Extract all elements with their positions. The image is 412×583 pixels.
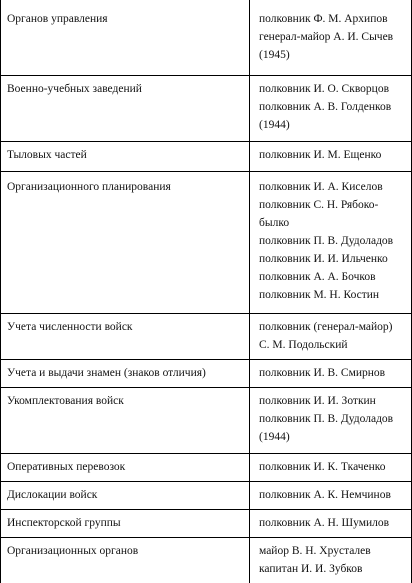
people-cell	[259, 178, 407, 304]
table-row	[1, 538, 411, 583]
people-cell	[259, 542, 407, 578]
person-line: полковник М. Н. Костин	[259, 289, 380, 301]
person-line: (1945)	[259, 49, 290, 61]
person-line: полковник И. К. Ткаченко	[259, 461, 386, 473]
person-line: полковник И. О. Скворцов	[259, 83, 389, 95]
person-line: полковник А. Н. Шумилов	[259, 517, 390, 529]
department-cell: Органов управления	[7, 13, 108, 25]
table-row	[1, 454, 411, 482]
department-cell: Организационного планирования	[7, 181, 171, 193]
department-cell: Организационных органов	[7, 545, 139, 557]
people-cell	[259, 392, 407, 446]
department-cell: Укомплектования войск	[7, 395, 124, 407]
person-line: полковник И. В. Смирнов	[259, 367, 386, 379]
department-cell: Тыловых частей	[7, 149, 87, 161]
table-row	[1, 0, 411, 76]
people-cell	[259, 486, 407, 504]
person-line: генерал-майор А. И. Сычев	[259, 31, 394, 43]
department-cell: Оперативных перевозок	[7, 461, 126, 473]
person-line: полковник П. В. Дудоладов	[259, 413, 394, 425]
people-cell	[259, 10, 407, 64]
people-cell	[259, 364, 407, 382]
person-line: полковник П. В. Дудоладов	[259, 235, 394, 247]
person-line: полковник А. В. Голденков	[259, 101, 392, 113]
person-line: полковник И. А. Киселов	[259, 181, 383, 193]
person-line: (1944)	[259, 119, 290, 131]
person-line: капитан И. И. Зубков	[259, 563, 363, 575]
people-cell	[259, 458, 407, 476]
table-row	[1, 172, 411, 314]
department-cell: Учета численности войск	[7, 321, 133, 333]
person-line: полковник И. М. Ещенко	[259, 149, 382, 161]
person-line: полковник С. Н. Рябоко-	[259, 199, 379, 211]
department-cell: Учета и выдачи знамен (знаков отличия)	[7, 367, 206, 379]
table-row	[1, 314, 411, 360]
person-line: полковник А. А. Бочков	[259, 271, 376, 283]
people-cell	[259, 146, 407, 164]
people-cell	[259, 80, 407, 134]
people-cell	[259, 318, 407, 354]
person-line: полковник И. И. Ильченко	[259, 253, 388, 265]
people-cell	[259, 514, 407, 532]
person-line: майор В. Н. Хрусталев	[259, 545, 371, 557]
department-cell: Военно-учебных заведений	[7, 83, 142, 95]
table-row	[1, 388, 411, 454]
person-line: С. М. Подольский	[259, 339, 348, 351]
person-line: былко	[259, 217, 290, 229]
person-line: (1944)	[259, 431, 290, 443]
table-row	[1, 510, 411, 538]
department-cell: Дислокации войск	[7, 489, 98, 501]
table-row	[1, 360, 411, 388]
person-line: полковник А. К. Немчинов	[259, 489, 391, 501]
table-row	[1, 142, 411, 172]
person-line: полковник И. И. Зоткин	[259, 395, 376, 407]
table-row	[1, 76, 411, 142]
table-row	[1, 482, 411, 510]
person-line: полковник (генерал-майор)	[259, 321, 393, 333]
department-cell: Инспекторской группы	[7, 517, 121, 529]
person-line: полковник Ф. М. Архипов	[259, 13, 388, 25]
